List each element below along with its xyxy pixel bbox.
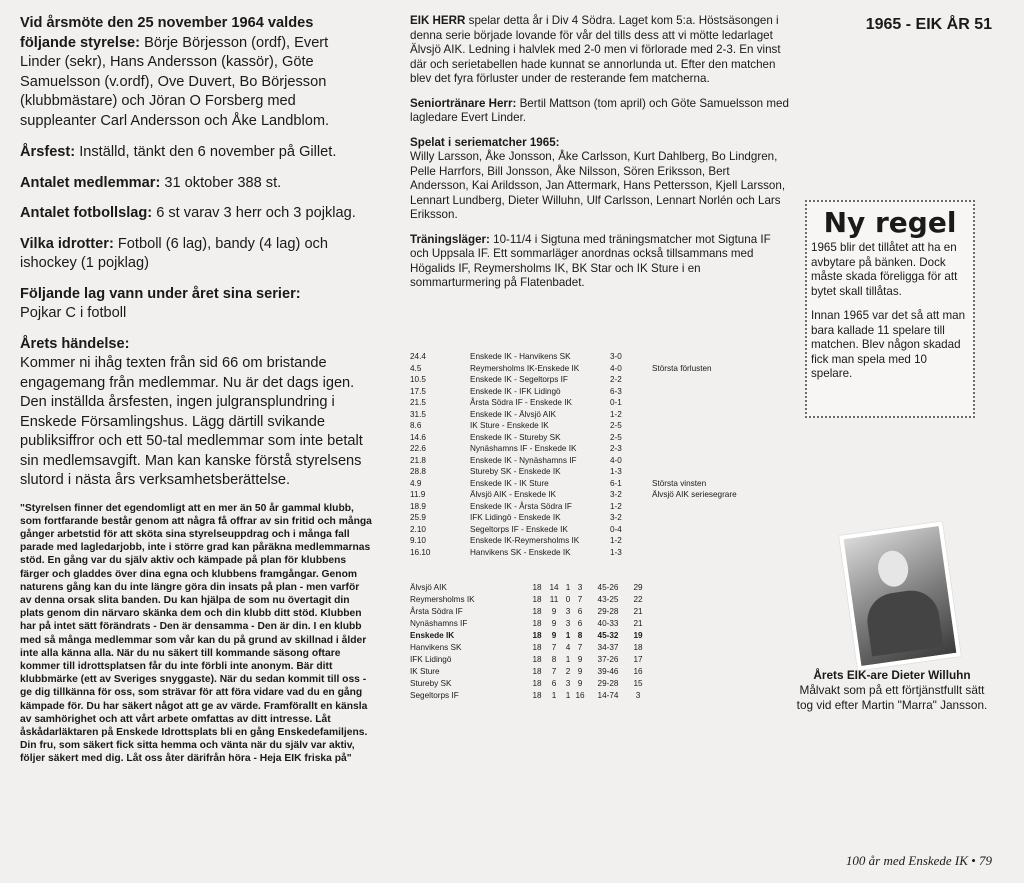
match-teams: Enskede IK - Älvsjö AIK — [470, 409, 557, 419]
match-date: 21.5 — [410, 398, 426, 407]
standings-row — [410, 654, 650, 666]
standings-team: Reymersholms IK — [410, 595, 475, 604]
party-paragraph — [20, 143, 372, 163]
match-note — [652, 374, 790, 386]
match-teams: Årsta Södra IF - Enskede IK — [470, 398, 572, 407]
standings-draws: 1 — [565, 583, 571, 592]
match-teams: Enskede IK - Segeltorps IF — [470, 375, 568, 384]
standings-draws: 4 — [565, 643, 571, 652]
standings-row — [410, 594, 650, 606]
standings-goals: 39-46 — [597, 667, 619, 676]
standings-points: 17 — [633, 655, 643, 664]
standings-wins: 7 — [551, 667, 557, 676]
match-result: 0-1 — [610, 398, 622, 407]
herr-text: spelar detta år i Div 4 Södra. Laget kom 5:a. Höstsäsongen i denna serie började lovande för vår del tills dess att vi mötte ledarlaget Älvsjö AIK. Ledning i halvlek med 2-0 men vi förlorade med 2-3. En vinst där och serietabellen hade kunnat se annorlunda ut. Efter den matchen blev det fyra förluster under de resterande fem matcherna. — [410, 14, 781, 85]
standings-team: Segeltorps IF — [410, 691, 459, 700]
standings-goals: 29-28 — [597, 607, 619, 616]
standings-played: 18 — [532, 607, 542, 616]
standings-goals: 34-37 — [597, 643, 619, 652]
standings-played: 18 — [532, 691, 542, 700]
standings-wins: 11 — [549, 595, 559, 604]
match-result: 3-2 — [610, 490, 622, 499]
match-note — [652, 409, 790, 421]
match-teams: Älvsjö AIK - Enskede IK — [470, 490, 557, 499]
match-note: Största vinsten — [652, 478, 707, 488]
standings-team: IFK Lidingö — [410, 655, 452, 664]
match-result: 2-3 — [610, 444, 622, 453]
new-rule-text-1: 1965 blir det tillåtet att ha en avbytare på bänken. Dock måste skada föreligga för att bytet skall tillåtas. — [811, 241, 958, 298]
new-rule-title: Ny regel — [823, 206, 957, 239]
coach-label: Seniortränare Herr: — [410, 96, 517, 110]
middle-column — [410, 14, 790, 301]
new-rule-box — [805, 200, 975, 418]
match-date: 25.9 — [410, 513, 426, 522]
match-row — [410, 409, 790, 421]
match-row — [410, 397, 790, 409]
match-row — [410, 420, 790, 432]
match-date: 8.6 — [410, 421, 422, 430]
standings-losses: 7 — [577, 595, 583, 604]
standings-draws: 3 — [565, 679, 571, 688]
standings-losses: 6 — [577, 607, 583, 616]
standings-draws: 1 — [565, 655, 571, 664]
match-date: 11.9 — [410, 490, 426, 499]
played-paragraph — [410, 136, 790, 223]
standings-goals: 45-32 — [597, 631, 619, 640]
standings-draws: 0 — [565, 595, 571, 604]
match-results-list — [410, 351, 790, 558]
match-teams: Enskede IK - Hanvikens SK — [470, 352, 571, 361]
match-note — [652, 386, 790, 398]
match-date: 28.8 — [410, 467, 426, 476]
played-text: Willy Larsson, Åke Jonsson, Åke Carlsson, Kurt Dahlberg, Bo Lindgren, Pelle Harrfors, Bill Jonsson, Åke Nilsson, Sören Eriksson, Bert Andersson, Kai Arildsson, Jan Attermark, Hans Pettersson, Kjell Larsson, Lennart Lundberg, Dieter Willuhn, Ulf Carlsson, Lennart Norlén och Lars Eriksson. — [410, 150, 786, 221]
standings-goals: 40-33 — [597, 619, 619, 628]
standings-losses: 8 — [577, 631, 583, 640]
sports-text: Fotboll (6 lag), bandy (4 lag) och ishockey (1 pojklag) — [20, 235, 328, 271]
herr-paragraph — [410, 14, 790, 87]
match-row — [410, 535, 790, 547]
match-teams: Enskede IK - Årsta Södra IF — [470, 501, 572, 511]
standings-row — [410, 666, 650, 678]
match-row — [410, 489, 790, 501]
match-date: 9.10 — [410, 536, 426, 545]
standings-points: 3 — [635, 691, 641, 700]
match-date: 22.6 — [410, 444, 426, 453]
match-result: 1-3 — [610, 467, 622, 476]
match-teams: Enskede IK - Stureby SK — [470, 432, 561, 442]
teams-paragraph — [20, 204, 372, 224]
left-column — [20, 14, 372, 766]
standings-played: 18 — [532, 619, 542, 628]
match-teams: Enskede IK - IFK Lidingö — [470, 386, 561, 396]
standings-played: 18 — [532, 679, 542, 688]
winners-paragraph — [20, 285, 372, 324]
match-note — [652, 547, 790, 559]
match-result: 2-5 — [610, 432, 622, 442]
standings-draws: 1 — [565, 631, 571, 640]
match-result: 2-2 — [610, 375, 622, 384]
standings-goals: 37-26 — [597, 655, 619, 664]
match-teams: Reymersholms IK-Enskede IK — [470, 363, 580, 373]
match-row — [410, 547, 790, 559]
teams-text: 6 st varav 3 herr och 3 pojklag. — [156, 205, 356, 221]
standings-wins: 9 — [551, 607, 557, 616]
standings-row — [410, 618, 650, 630]
standings-row — [410, 630, 650, 642]
match-note — [652, 501, 790, 513]
board-paragraph — [20, 14, 372, 131]
standings-team: Enskede IK — [410, 631, 455, 640]
match-teams: Enskede IK - Nynäshamns IF — [470, 455, 577, 465]
match-result: 6-3 — [610, 386, 622, 396]
match-row — [410, 432, 790, 444]
standings-losses: 6 — [577, 619, 583, 628]
match-row — [410, 374, 790, 386]
match-teams: Enskede IK-Reymersholms IK — [470, 536, 580, 545]
standings-wins: 14 — [549, 583, 559, 592]
annual-meeting-heading: Vid årsmöte den 25 november 1964 valdes följande styrelse: — [20, 15, 314, 51]
page-header: 1965 - EIK ÅR 51 — [865, 16, 992, 33]
match-result: 3-0 — [610, 352, 622, 361]
standings-goals: 45-26 — [597, 583, 619, 592]
league-table — [410, 582, 650, 702]
standings-losses: 9 — [577, 667, 583, 676]
standings-played: 18 — [532, 595, 542, 604]
standings-goals: 29-28 — [597, 679, 619, 688]
board-members: Börje Börjesson (ordf), Evert Linder (sekr), Hans Andersson (kassör), Göte Samuelsson (v.ordf), Ove Duvert, Bo Börjesson (klubbmästare) och Jöran O Forsberg med suppleanter Carl Andersson och Åke Landblom. — [20, 34, 330, 129]
party-text: Inställd, tänkt den 6 november på Gillet. — [79, 144, 337, 160]
standings-points: 15 — [633, 679, 643, 688]
standings-row — [410, 642, 650, 654]
herr-label: EIK HERR — [410, 14, 466, 27]
standings-wins: 7 — [551, 643, 557, 652]
match-teams: Enskede IK - IK Sture — [470, 478, 549, 488]
match-result: 1-2 — [610, 536, 622, 545]
photo-caption — [792, 668, 992, 713]
played-label: Spelat i seriematcher 1965: — [410, 135, 560, 149]
standings-points: 18 — [633, 643, 643, 652]
match-row — [410, 478, 790, 490]
standings-team: Nynäshamns IF — [410, 619, 468, 628]
match-date: 31.5 — [410, 409, 426, 419]
match-result: 2-5 — [610, 421, 622, 430]
standings-team: Stureby SK — [410, 679, 452, 688]
standings-losses: 3 — [577, 583, 583, 592]
match-result: 1-2 — [610, 501, 622, 511]
match-date: 10.5 — [410, 375, 426, 384]
standings-wins: 9 — [551, 619, 557, 628]
standings-goals: 43-25 — [597, 595, 619, 604]
match-note — [652, 351, 790, 363]
match-note — [652, 420, 790, 432]
standings-row — [410, 678, 650, 690]
standings-draws: 2 — [565, 667, 571, 676]
winners-label: Följande lag vann under året sina serier: — [20, 285, 301, 302]
match-teams: Nynäshamns IF - Enskede IK — [470, 444, 577, 453]
page-footer: 100 år med Enskede IK • 79 — [845, 853, 992, 868]
match-row — [410, 512, 790, 524]
event-text: Kommer ni ihåg texten från sid 66 om bristande engagemang från medlemmar. Nu är det dags igen. Den inställda årsfesten, ingen julgransplundring i Enskede Församlingshus. Lägg därtill svikande publiksiffror och ett 50-tal medlemmar som inte betalt sin medlemsavgift. Man kan kanske förstå styrelsens slutord i nästa års verksamhetsberättelse. — [20, 355, 363, 488]
standings-played: 18 — [532, 631, 542, 640]
standings-row — [410, 606, 650, 618]
camp-paragraph — [410, 233, 790, 291]
coach-text: Bertil Mattson (tom april) och Göte Samuelsson med lagledare Evert Linder. — [410, 96, 789, 124]
match-note: Älvsjö AIK seriesegrare — [652, 490, 737, 499]
match-teams: Segeltorps IF - Enskede IK — [470, 524, 568, 534]
player-body-shape — [864, 587, 944, 656]
match-note — [652, 524, 790, 536]
match-date: 21.8 — [410, 455, 426, 465]
match-row — [410, 524, 790, 536]
event-label: Årets händelse: — [20, 335, 130, 352]
match-row — [410, 363, 790, 375]
match-teams: IFK Lidingö - Enskede IK — [470, 513, 561, 522]
standings-wins: 9 — [551, 631, 557, 640]
standings-points: 22 — [633, 595, 643, 604]
standings-goals: 14-74 — [597, 691, 619, 700]
player-photo — [839, 521, 961, 670]
match-teams: IK Sture - Enskede IK — [470, 421, 549, 430]
player-head-shape — [876, 549, 911, 589]
match-note — [652, 397, 790, 409]
standings-points: 21 — [633, 619, 643, 628]
match-row — [410, 351, 790, 363]
standings-losses: 9 — [577, 655, 583, 664]
teams-label: Antalet fotbollslag: — [20, 205, 153, 221]
event-paragraph — [20, 335, 372, 491]
standings-wins: 1 — [551, 691, 557, 700]
standings-wins: 8 — [551, 655, 557, 664]
standings-points: 29 — [633, 583, 643, 592]
members-label: Antalet medlemmar: — [20, 174, 161, 191]
standings-played: 18 — [532, 643, 542, 652]
standings-played: 18 — [532, 583, 542, 592]
party-label: Årsfest: — [20, 144, 76, 160]
match-result: 1-2 — [610, 409, 622, 419]
match-note — [652, 432, 790, 444]
match-date: 4.9 — [410, 478, 422, 488]
new-rule-text-2: Innan 1965 var det så att man bara kallade 11 spelare till matchen. Blev någon skadad fick man spela med 10 spelare. — [811, 309, 966, 380]
standings-draws: 3 — [565, 619, 571, 628]
standings-wins: 6 — [551, 679, 557, 688]
match-note — [652, 466, 790, 478]
match-date: 18.9 — [410, 501, 426, 511]
match-row — [410, 466, 790, 478]
match-row — [410, 455, 790, 467]
match-note: Största förlusten — [652, 363, 712, 373]
match-result: 1-3 — [610, 547, 622, 557]
standings-row — [410, 582, 650, 594]
standings-played: 18 — [532, 655, 542, 664]
match-result: 6-1 — [610, 478, 622, 488]
match-row — [410, 386, 790, 398]
match-note — [652, 512, 790, 524]
match-date: 16.10 — [410, 547, 431, 557]
standings-points: 16 — [633, 667, 643, 676]
members-paragraph — [20, 174, 372, 194]
sports-paragraph — [20, 235, 372, 274]
match-row — [410, 443, 790, 455]
standings-team: Hanvikens SK — [410, 643, 462, 652]
members-text: 31 oktober 388 st. — [164, 174, 282, 191]
standings-draws: 1 — [565, 691, 571, 700]
match-teams: Hanvikens SK - Enskede IK — [470, 547, 571, 557]
match-date: 2.10 — [410, 524, 426, 534]
standings-losses: 7 — [577, 643, 583, 652]
match-note — [652, 535, 790, 547]
match-row — [410, 501, 790, 513]
standings-losses: 16 — [575, 691, 585, 700]
match-result: 4-0 — [610, 363, 622, 373]
match-date: 17.5 — [410, 386, 426, 396]
standings-losses: 9 — [577, 679, 583, 688]
standings-points: 21 — [633, 607, 643, 616]
match-date: 24.4 — [410, 352, 426, 361]
board-quote: "Styrelsen finner det egendomligt att en mer än 50 år gammal klubb, som fortfarande består genom att några få offrar av sin fritid och många gånger arbetstid för att sköta sina styrelseuppdrag och i många fall parade med lagledarjobb, inte i större grad kan påräkna medlemmarnas stöd. En gång var du själv aktiv och kämpade på plan för klubbens färger och gladdes över dina egna och klubbens framgångar. Genom naturens gång kan du inte längre göra din insats på plan - men varför av denna orsak slita banden. Du kan hjälpa de som nu övertagit din plats genom din närvaro skänka dem och din klubb ditt stöd. Klubben har på intet sätt förändrats - Den är densamma - Den är din. I en klubb med så många medlemmar som vår kan du på grund av skillnad i ålder inte alla känna alla. När du nu säkert till kommande säsong oftare kommer till idrottsplatsen får du inte förbli inte anonym. Bär ditt klubbmärke (ett av Sveriges snyggaste). När du sedan kommit till oss - ge dig tillkänna för oss, som strävar för att föra vidare vad du en gång kämpade för. Du har säkert något att ge av värde. Framförallt en känsla av samhörighet och att vårt arbete omfattas av ditt intresse. Låt åskådarläktaren på Enskede Idrottsplats bli en gång Enskedefamiljens. Din fru, som säkert fick sitta hemma och vänta när du själv var aktiv, följer säkert med dig. Låt oss åter därifrån höra - Heja EIK friska på" — [20, 502, 372, 765]
sports-label: Vilka idrotter: — [20, 235, 114, 252]
match-teams: Stureby SK - Enskede IK — [470, 467, 561, 476]
match-date: 14.6 — [410, 432, 426, 442]
match-note — [652, 443, 790, 455]
standings-played: 18 — [532, 667, 542, 676]
camp-label: Träningsläger: — [410, 232, 490, 246]
caption-title: Årets EIK-are Dieter Willuhn — [813, 668, 971, 682]
match-date: 4.5 — [410, 363, 422, 373]
standings-team: IK Sture — [410, 667, 440, 676]
coach-paragraph — [410, 97, 790, 126]
caption-text: Målvakt som på ett förtjänstfullt sätt tog vid efter Martin "Marra" Jansson. — [796, 683, 988, 712]
standings-points: 19 — [633, 631, 643, 640]
camp-text: 10-11/4 i Sigtuna med träningsmatcher mot Sigtuna IF och Uppsala IF. Ett sommarläger anordnas också tillsammans med Högalids IF, Reymersholms IK, BK Star och IK Sture i en sommarturmering på Flatenbadet. — [410, 232, 771, 289]
winners-text: Pojkar C i fotboll — [20, 305, 127, 321]
standings-team: Årsta Södra IF — [410, 607, 463, 616]
standings-row — [410, 690, 650, 702]
standings-draws: 3 — [565, 607, 571, 616]
match-note — [652, 455, 790, 467]
match-result: 3-2 — [610, 513, 622, 522]
match-result: 0-4 — [610, 524, 622, 534]
standings-team: Älvsjö AIK — [410, 583, 447, 592]
match-result: 4-0 — [610, 455, 622, 465]
